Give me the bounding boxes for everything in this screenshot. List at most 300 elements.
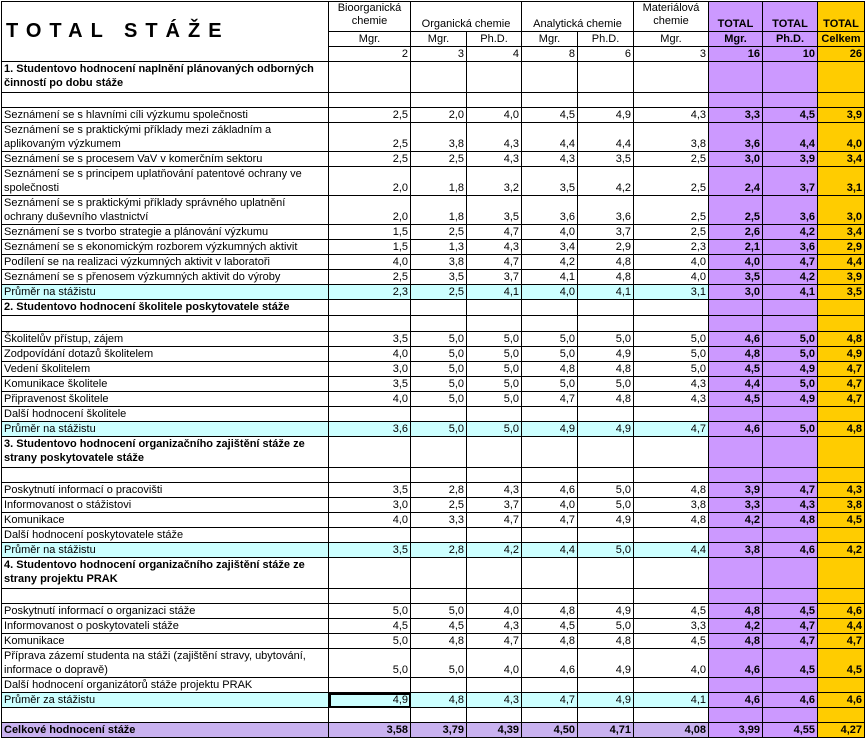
row-label[interactable]: Poskytnutí informací o organizaci stáže [2,604,329,619]
respondent-count[interactable]: 4 [467,47,522,62]
value-cell[interactable]: 4,0 [329,392,411,407]
degree-subheader[interactable]: Mgr. [522,32,578,47]
empty-cell[interactable] [411,468,467,483]
empty-cell[interactable] [634,468,709,483]
empty-cell[interactable] [578,316,634,332]
value-cell[interactable]: 4,3 [467,123,522,152]
degree-subheader[interactable]: Celkem [818,32,865,47]
value-cell[interactable]: 5,0 [763,332,818,347]
value-cell[interactable]: 4,4 [818,619,865,634]
empty-cell[interactable] [329,558,411,589]
value-cell[interactable]: 2,5 [709,196,763,225]
value-cell[interactable]: 1,8 [411,167,467,196]
empty-cell[interactable] [329,300,411,316]
empty-cell[interactable] [522,93,578,108]
value-cell[interactable]: 4,0 [634,255,709,270]
sheet-title[interactable]: TOTAL STÁŽE [2,2,329,62]
value-cell[interactable]: 3,3 [709,498,763,513]
value-cell[interactable]: 3,6 [522,196,578,225]
empty-cell[interactable] [329,708,411,723]
section-heading[interactable]: 3. Studentovo hodnocení organizačního zajištění stáže ze strany poskytovatele stáže [2,437,329,468]
value-cell[interactable]: 4,3 [522,152,578,167]
empty-cell[interactable] [522,300,578,316]
empty-cell[interactable] [2,93,329,108]
value-cell[interactable]: 4,8 [578,362,634,377]
row-label[interactable]: Školitelův přístup, zájem [2,332,329,347]
empty-cell[interactable] [467,62,522,93]
empty-cell[interactable] [578,589,634,604]
value-cell[interactable] [411,407,467,422]
value-cell[interactable]: 4,50 [522,723,578,738]
empty-cell[interactable] [578,300,634,316]
empty-cell[interactable] [467,300,522,316]
value-cell[interactable]: 3,0 [709,152,763,167]
empty-cell[interactable] [2,468,329,483]
row-label[interactable]: Seznámení se s procesem VaV v komerčním sektoru [2,152,329,167]
value-cell[interactable]: 4,1 [763,285,818,300]
value-cell[interactable]: 4,0 [634,649,709,678]
value-cell[interactable]: 3,6 [329,422,411,437]
value-cell[interactable]: 3,5 [329,377,411,392]
value-cell[interactable]: 4,4 [578,123,634,152]
value-cell[interactable]: 4,3 [634,108,709,123]
empty-cell[interactable] [2,708,329,723]
empty-cell[interactable] [522,316,578,332]
row-label[interactable]: Komunikace [2,513,329,528]
value-cell[interactable]: 4,6 [709,649,763,678]
empty-cell[interactable] [818,589,865,604]
empty-cell[interactable] [411,437,467,468]
value-cell[interactable]: 5,0 [763,422,818,437]
value-cell[interactable]: 4,9 [763,392,818,407]
value-cell[interactable]: 4,8 [578,270,634,285]
value-cell[interactable]: 4,7 [763,634,818,649]
value-cell[interactable]: 4,2 [763,225,818,240]
value-cell[interactable]: 4,4 [522,543,578,558]
value-cell[interactable]: 5,0 [578,543,634,558]
empty-cell[interactable] [329,468,411,483]
value-cell[interactable]: 5,0 [634,332,709,347]
row-label[interactable]: Celkové hodnocení stáže [2,723,329,738]
empty-cell[interactable] [411,589,467,604]
value-cell[interactable]: 4,3 [763,498,818,513]
row-label[interactable]: Komunikace školitele [2,377,329,392]
empty-cell[interactable] [411,558,467,589]
value-cell[interactable]: 4,7 [818,634,865,649]
value-cell[interactable] [522,678,578,693]
row-label[interactable]: Průměr za stážistu [2,693,329,708]
value-cell[interactable]: 4,9 [578,604,634,619]
value-cell[interactable]: 4,1 [522,270,578,285]
empty-cell[interactable] [763,62,818,93]
value-cell[interactable]: 3,8 [411,255,467,270]
value-cell[interactable]: 4,4 [763,123,818,152]
value-cell[interactable]: 4,1 [467,285,522,300]
empty-cell[interactable] [818,62,865,93]
value-cell[interactable]: 2,8 [411,543,467,558]
value-cell[interactable]: 5,0 [522,332,578,347]
empty-cell[interactable] [467,558,522,589]
empty-cell[interactable] [634,300,709,316]
value-cell[interactable]: 5,0 [522,347,578,362]
value-cell[interactable]: 4,9 [763,362,818,377]
value-cell[interactable]: 4,8 [522,634,578,649]
empty-cell[interactable] [411,62,467,93]
value-cell[interactable]: 4,7 [467,513,522,528]
value-cell[interactable]: 4,2 [709,513,763,528]
row-label[interactable]: Seznámení se s ekonomickým rozborem výzkumných aktivit [2,240,329,255]
value-cell[interactable] [818,678,865,693]
respondent-count[interactable]: 6 [578,47,634,62]
value-cell[interactable]: 4,7 [818,362,865,377]
value-cell[interactable]: 3,5 [578,152,634,167]
row-label[interactable]: Připravenost školitele [2,392,329,407]
value-cell[interactable]: 3,3 [709,108,763,123]
value-cell[interactable]: 4,3 [467,152,522,167]
row-label[interactable]: Seznámení se s přenosem výzkumných aktivit do výroby [2,270,329,285]
value-cell[interactable]: 4,7 [467,634,522,649]
section-heading[interactable]: 1. Studentovo hodnocení naplnění plánovaných odborných činností po dobu stáže [2,62,329,93]
value-cell[interactable]: 4,27 [818,723,865,738]
value-cell[interactable]: 4,5 [522,619,578,634]
empty-cell[interactable] [411,300,467,316]
value-cell[interactable]: 2,5 [411,285,467,300]
value-cell[interactable]: 5,0 [411,422,467,437]
value-cell[interactable]: 3,7 [578,225,634,240]
value-cell[interactable] [634,528,709,543]
empty-cell[interactable] [329,589,411,604]
value-cell[interactable]: 5,0 [329,634,411,649]
value-cell[interactable]: 2,0 [411,108,467,123]
value-cell[interactable]: 3,4 [818,225,865,240]
column-group-header[interactable]: Bioorganická chemie [329,2,411,32]
value-cell[interactable]: 4,5 [763,604,818,619]
value-cell[interactable]: 4,3 [467,240,522,255]
value-cell[interactable]: 4,0 [818,123,865,152]
value-cell[interactable]: 4,6 [709,332,763,347]
value-cell[interactable]: 4,4 [818,255,865,270]
value-cell[interactable]: 4,0 [329,255,411,270]
value-cell[interactable]: 4,8 [709,634,763,649]
empty-cell[interactable] [522,62,578,93]
value-cell[interactable]: 3,8 [709,543,763,558]
value-cell[interactable]: 5,0 [578,498,634,513]
value-cell[interactable]: 3,0 [329,498,411,513]
value-cell[interactable]: 5,0 [763,347,818,362]
empty-cell[interactable] [818,300,865,316]
value-cell[interactable]: 4,8 [411,693,467,708]
value-cell[interactable]: 4,8 [411,634,467,649]
value-cell[interactable]: 5,0 [329,649,411,678]
value-cell[interactable]: 2,5 [329,152,411,167]
row-label[interactable]: Zodpovídání dotazů školitelem [2,347,329,362]
value-cell[interactable]: 4,7 [763,619,818,634]
row-label[interactable]: Průměr na stážistu [2,285,329,300]
row-label[interactable]: Seznámení se s hlavními cíli výzkumu společnosti [2,108,329,123]
value-cell[interactable]: 4,4 [634,543,709,558]
respondent-count[interactable]: 16 [709,47,763,62]
value-cell[interactable]: 5,0 [329,604,411,619]
value-cell[interactable]: 3,1 [634,285,709,300]
empty-cell[interactable] [818,708,865,723]
value-cell[interactable]: 5,0 [411,362,467,377]
value-cell[interactable]: 4,7 [818,392,865,407]
column-group-header[interactable]: Organická chemie [411,2,522,32]
value-cell[interactable]: 4,0 [522,285,578,300]
value-cell[interactable] [818,528,865,543]
value-cell[interactable] [467,678,522,693]
value-cell[interactable]: 2,5 [411,498,467,513]
value-cell[interactable]: 2,5 [329,270,411,285]
value-cell[interactable] [329,678,411,693]
value-cell[interactable] [411,528,467,543]
value-cell[interactable] [578,407,634,422]
value-cell[interactable] [467,407,522,422]
value-cell[interactable]: 3,9 [818,270,865,285]
degree-subheader[interactable]: Mgr. [329,32,411,47]
value-cell[interactable]: 3,8 [411,123,467,152]
value-cell[interactable]: 3,4 [818,152,865,167]
empty-cell[interactable] [709,93,763,108]
value-cell[interactable]: 4,8 [709,347,763,362]
value-cell[interactable]: 3,3 [634,619,709,634]
empty-cell[interactable] [709,558,763,589]
empty-cell[interactable] [634,708,709,723]
value-cell[interactable]: 4,8 [578,255,634,270]
degree-subheader[interactable]: Mgr. [709,32,763,47]
value-cell[interactable]: 4,5 [411,619,467,634]
row-label[interactable]: Informovanost o stážistovi [2,498,329,513]
value-cell[interactable]: 5,0 [522,377,578,392]
column-group-header[interactable]: TOTAL [709,2,763,32]
value-cell[interactable]: 4,9 [818,347,865,362]
value-cell[interactable]: 3,1 [818,167,865,196]
value-cell[interactable]: 4,9 [578,693,634,708]
value-cell[interactable]: 3,3 [411,513,467,528]
value-cell[interactable]: 4,6 [522,483,578,498]
value-cell[interactable]: 5,0 [467,362,522,377]
value-cell[interactable]: 4,3 [634,377,709,392]
row-label[interactable]: Vedení školitelem [2,362,329,377]
empty-cell[interactable] [522,558,578,589]
value-cell[interactable]: 4,9 [522,422,578,437]
value-cell[interactable] [763,528,818,543]
value-cell[interactable]: 2,6 [709,225,763,240]
value-cell[interactable]: 4,6 [818,604,865,619]
value-cell[interactable]: 2,3 [329,285,411,300]
row-label[interactable]: Podílení se na realizaci výzkumných aktivit v laboratoři [2,255,329,270]
value-cell[interactable]: 3,6 [763,196,818,225]
value-cell[interactable]: 4,0 [522,498,578,513]
value-cell[interactable]: 4,4 [522,123,578,152]
value-cell[interactable] [522,407,578,422]
empty-cell[interactable] [578,62,634,93]
value-cell[interactable]: 5,0 [411,392,467,407]
value-cell[interactable]: 2,5 [634,167,709,196]
empty-cell[interactable] [709,437,763,468]
value-cell[interactable]: 4,55 [763,723,818,738]
respondent-count[interactable]: 2 [329,47,411,62]
empty-cell[interactable] [634,558,709,589]
value-cell[interactable] [763,678,818,693]
value-cell[interactable]: 4,6 [709,693,763,708]
empty-cell[interactable] [411,708,467,723]
column-group-header[interactable]: TOTAL [818,2,865,32]
value-cell[interactable]: 3,5 [467,196,522,225]
value-cell[interactable]: 3,58 [329,723,411,738]
value-cell[interactable] [329,528,411,543]
value-cell[interactable]: 2,4 [709,167,763,196]
empty-cell[interactable] [467,437,522,468]
value-cell[interactable]: 4,0 [467,604,522,619]
value-cell[interactable]: 4,8 [634,483,709,498]
empty-cell[interactable] [578,558,634,589]
value-cell[interactable]: 4,08 [634,723,709,738]
value-cell[interactable]: 4,7 [763,483,818,498]
section-heading[interactable]: 4. Studentovo hodnocení organizačního zajištění stáže ze strany projektu PRAK [2,558,329,589]
value-cell[interactable]: 4,2 [578,167,634,196]
value-cell[interactable]: 4,7 [763,255,818,270]
empty-cell[interactable] [2,316,329,332]
value-cell[interactable]: 4,9 [578,513,634,528]
value-cell[interactable]: 4,9 [578,108,634,123]
value-cell[interactable]: 4,8 [578,634,634,649]
empty-cell[interactable] [763,300,818,316]
value-cell[interactable]: 3,6 [709,123,763,152]
value-cell[interactable]: 4,39 [467,723,522,738]
value-cell[interactable]: 4,5 [709,392,763,407]
empty-cell[interactable] [709,468,763,483]
empty-cell[interactable] [329,437,411,468]
value-cell[interactable]: 4,6 [763,693,818,708]
value-cell[interactable]: 4,7 [634,422,709,437]
value-cell[interactable]: 2,1 [709,240,763,255]
value-cell[interactable]: 4,3 [467,693,522,708]
respondent-count[interactable]: 3 [411,47,467,62]
empty-cell[interactable] [522,589,578,604]
value-cell[interactable]: 2,0 [329,196,411,225]
value-cell[interactable]: 5,0 [578,377,634,392]
value-cell[interactable]: 2,5 [634,196,709,225]
empty-cell[interactable] [467,316,522,332]
value-cell[interactable]: 3,5 [329,332,411,347]
value-cell[interactable]: 3,7 [467,270,522,285]
value-cell[interactable]: 3,9 [763,152,818,167]
empty-cell[interactable] [634,437,709,468]
value-cell[interactable] [709,528,763,543]
value-cell[interactable]: 4,9 [578,422,634,437]
value-cell[interactable]: 2,8 [411,483,467,498]
value-cell[interactable]: 5,0 [467,392,522,407]
empty-cell[interactable] [578,708,634,723]
value-cell[interactable]: 3,5 [329,483,411,498]
empty-cell[interactable] [578,468,634,483]
value-cell[interactable]: 4,7 [467,225,522,240]
degree-subheader[interactable]: Ph.D. [763,32,818,47]
empty-cell[interactable] [763,93,818,108]
empty-cell[interactable] [411,93,467,108]
value-cell[interactable] [818,407,865,422]
value-cell[interactable]: 3,0 [329,362,411,377]
value-cell[interactable]: 5,0 [763,377,818,392]
empty-cell[interactable] [634,589,709,604]
value-cell[interactable]: 4,8 [578,392,634,407]
value-cell[interactable]: 3,0 [818,196,865,225]
value-cell[interactable]: 3,0 [709,285,763,300]
value-cell[interactable]: 5,0 [411,649,467,678]
empty-cell[interactable] [818,93,865,108]
empty-cell[interactable] [709,589,763,604]
value-cell[interactable] [634,678,709,693]
value-cell[interactable]: 4,0 [634,270,709,285]
value-cell[interactable]: 4,7 [522,392,578,407]
value-cell[interactable]: 4,5 [329,619,411,634]
value-cell[interactable]: 2,3 [634,240,709,255]
value-cell[interactable]: 2,5 [634,225,709,240]
value-cell[interactable]: 4,2 [467,543,522,558]
value-cell[interactable]: 4,0 [467,649,522,678]
value-cell[interactable]: 5,0 [634,362,709,377]
empty-cell[interactable] [411,316,467,332]
empty-cell[interactable] [709,300,763,316]
value-cell[interactable]: 4,0 [329,347,411,362]
value-cell[interactable]: 3,9 [818,108,865,123]
value-cell[interactable]: 3,6 [763,240,818,255]
value-cell[interactable] [578,528,634,543]
value-cell[interactable]: 4,0 [329,513,411,528]
value-cell[interactable]: 4,5 [818,649,865,678]
empty-cell[interactable] [467,589,522,604]
value-cell[interactable]: 4,7 [467,255,522,270]
value-cell[interactable] [329,407,411,422]
value-cell[interactable]: 4,4 [709,377,763,392]
section-heading[interactable]: 2. Studentovo hodnocení školitele poskytovatele stáže [2,300,329,316]
row-label[interactable]: Seznámení se s tvorbo strategie a plánování výzkumu [2,225,329,240]
value-cell[interactable]: 4,71 [578,723,634,738]
empty-cell[interactable] [818,316,865,332]
value-cell[interactable]: 3,5 [709,270,763,285]
value-cell[interactable]: 2,5 [634,152,709,167]
respondent-count[interactable]: 10 [763,47,818,62]
empty-cell[interactable] [522,437,578,468]
row-label[interactable]: Průměr na stážistu [2,543,329,558]
value-cell[interactable]: 5,0 [578,619,634,634]
value-cell[interactable] [411,678,467,693]
value-cell[interactable]: 4,0 [467,108,522,123]
row-label[interactable]: Další hodnocení organizátorů stáže projektu PRAK [2,678,329,693]
empty-cell[interactable] [634,316,709,332]
column-group-header[interactable]: Analytická chemie [522,2,634,32]
value-cell[interactable]: 3,9 [709,483,763,498]
value-cell[interactable]: 5,0 [467,347,522,362]
value-cell[interactable]: 4,8 [818,332,865,347]
value-cell[interactable]: 5,0 [411,377,467,392]
value-cell[interactable] [578,678,634,693]
value-cell[interactable]: 3,8 [634,123,709,152]
value-cell[interactable]: 2,5 [329,123,411,152]
value-cell[interactable]: 4,3 [467,619,522,634]
value-cell[interactable]: 4,7 [818,377,865,392]
empty-cell[interactable] [467,93,522,108]
empty-cell[interactable] [578,437,634,468]
value-cell[interactable]: 2,5 [411,225,467,240]
value-cell[interactable]: 3,4 [522,240,578,255]
value-cell[interactable]: 3,7 [467,498,522,513]
value-cell[interactable]: 4,2 [818,543,865,558]
value-cell[interactable]: 4,0 [522,225,578,240]
value-cell[interactable]: 3,2 [467,167,522,196]
value-cell[interactable]: 3,5 [522,167,578,196]
